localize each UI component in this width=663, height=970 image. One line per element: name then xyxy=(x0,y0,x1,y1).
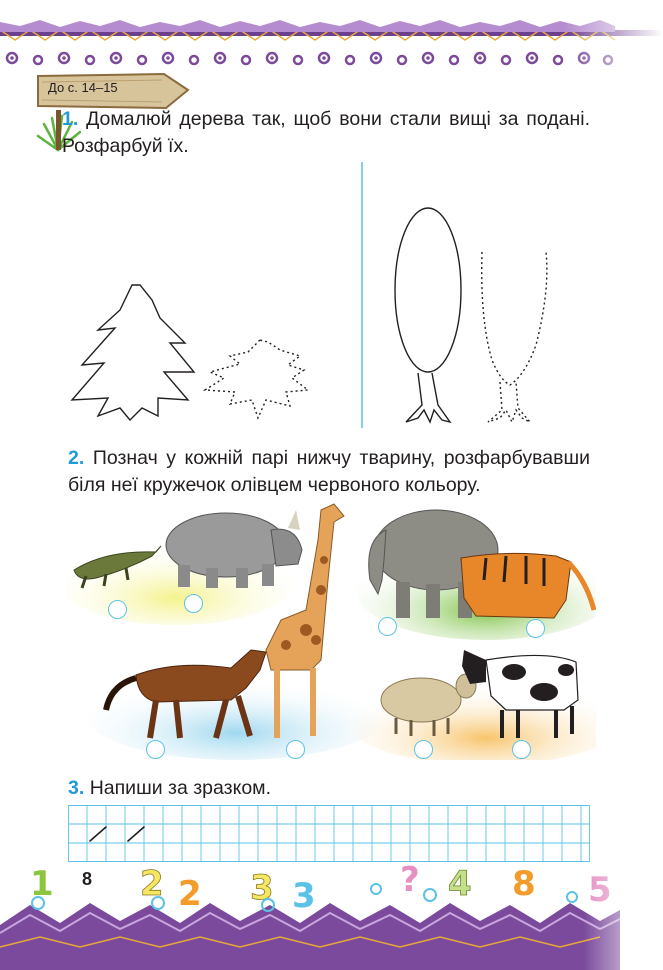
answer-circle-cow[interactable] xyxy=(512,740,531,759)
oval-tree-dotted xyxy=(482,252,547,385)
answer-circle-rhino[interactable] xyxy=(184,594,203,613)
answer-circle-horse[interactable] xyxy=(146,740,165,759)
oval-tree-dotted-trunk xyxy=(488,382,530,422)
fir-tree-dotted xyxy=(205,340,308,418)
task-3-text xyxy=(68,775,590,802)
task-3-instruction: Напиши за зразком. xyxy=(89,777,271,799)
task-1-text xyxy=(62,106,590,160)
bottom-decorative-border xyxy=(0,855,663,970)
task-2-text xyxy=(68,445,590,499)
task-3-number: 3. xyxy=(68,777,85,799)
sample-strokes xyxy=(90,827,144,841)
reference-label: До с. 14–15 xyxy=(48,80,118,95)
answer-circle-elephant[interactable] xyxy=(378,617,397,636)
answer-circle-tiger[interactable] xyxy=(526,619,545,638)
oval-tree-trunk xyxy=(406,373,450,422)
task-2-number: 2. xyxy=(68,447,85,469)
answer-circle-crocodile[interactable] xyxy=(108,600,127,619)
fir-tree-outline xyxy=(72,285,194,420)
oval-tree-outline xyxy=(395,208,461,372)
answer-circle-sheep[interactable] xyxy=(414,740,433,759)
writing-grid[interactable] xyxy=(68,805,590,862)
animals-illustration xyxy=(66,500,596,760)
answer-circle-giraffe[interactable] xyxy=(286,740,305,759)
task-2-instruction: Познач у кожній парі нижчу тварину, розфарбувавши біля неї кружечок олівцем червоного кольору. xyxy=(68,447,591,496)
top-decorative-border xyxy=(0,0,663,70)
task-1-instruction: Домалюй дерева так, щоб вони стали вищі за подані. Розфарбуй їх. xyxy=(62,108,590,157)
task-1-trees-drawing xyxy=(60,160,600,435)
task-1-number: 1. xyxy=(62,108,79,130)
